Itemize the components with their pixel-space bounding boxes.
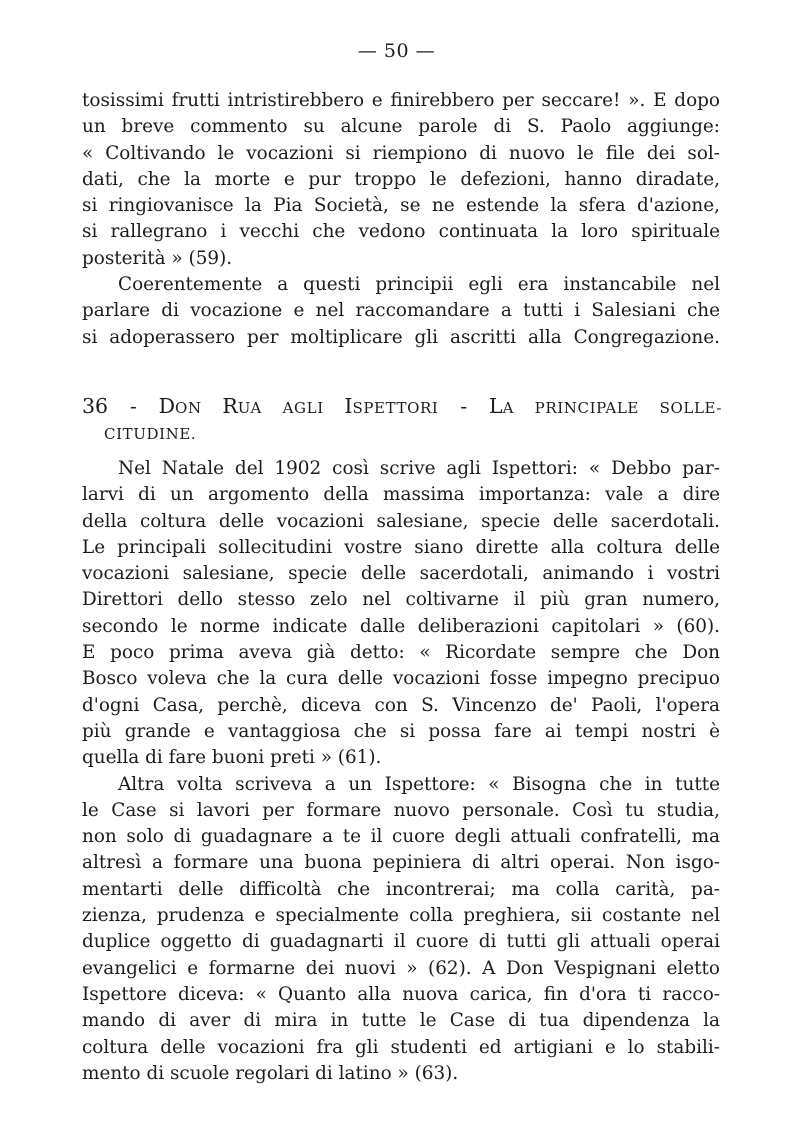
text-line: E poco prima aveva già detto: « Ricordate sempre che Don: [82, 642, 720, 664]
text-line: secondo le norme indicate dalle deliberazioni capitolari » (60).: [82, 615, 720, 637]
heading-text: L: [488, 394, 503, 418]
section-heading: [82, 392, 722, 448]
text-line: Nel Natale del 1902 così scrive agli Ispettori: « Debbo par-: [118, 458, 720, 479]
text-line: posterità » (59).: [82, 247, 233, 269]
text-line: mando di aver di mira in tutte le Case di tua dipendenza la: [82, 1010, 720, 1032]
text-line: Bosco voleva che la cura delle vocazioni fosse impegno precipuo: [82, 668, 720, 690]
text-line: Le principali sollecitudini vostre siano dirette alla coltura delle: [82, 536, 720, 558]
text-line: Direttori dello stesso zelo nel coltivarne il più gran numero,: [82, 589, 720, 611]
text-line: si adoperassero per moltiplicare gli ascritti alla Congregazione.: [82, 326, 720, 348]
heading-text: D: [158, 394, 176, 418]
text-line: mentarti delle difficoltà che incontrerai; ma colla carità, pa-: [82, 878, 720, 900]
text-line: vocazioni salesiane, specie delle sacerdotali, animando i vostri: [82, 563, 720, 585]
text-line: un breve commento su alcune parole di S. Paolo aggiunge:: [82, 116, 720, 138]
text-line: parlare di vocazione e nel raccomandare a tutti i Salesiani che: [82, 300, 720, 322]
text-line: duplice oggetto di guadagnarti il cuore di tutti gli attuali operai: [82, 931, 720, 953]
paragraph-block-2: [82, 456, 720, 1087]
text-line: quella di fare buoni preti » (61).: [82, 747, 382, 769]
paragraph-block-1: [82, 88, 720, 351]
heading-text: I: [344, 394, 353, 418]
text-line: più grande e vantaggiosa che si possa fare ai tempi nostri è: [82, 720, 720, 742]
heading-text: A PRINCIPALE SOLLE-: [502, 399, 722, 417]
text-line: zienza, prudenza e specialmente colla preghiera, sii costante nel: [82, 905, 720, 927]
text-line: si ringiovanisce la Pia Società, se ne estende la sfera d'azione,: [82, 195, 720, 217]
page-number: — 50 —: [357, 40, 436, 62]
text-line: altresì a formare una buona pepiniera di altri operai. Non isgo-: [82, 852, 720, 874]
text-line: tosissimi frutti intristirebbero e finirebbero per seccare! ». E dopo: [82, 90, 720, 111]
text-line: coltura delle vocazioni fra gli studenti ed artigiani e lo stabili-: [82, 1036, 720, 1058]
section-heading-line-2: CITUDINE.: [104, 425, 197, 443]
heading-text: -: [438, 394, 489, 418]
text-line: si rallegrano i vecchi che vedono continuata la loro spirituale: [82, 221, 720, 243]
text-line: mento di scuole regolari di latino » (63).: [82, 1062, 459, 1084]
text-line: le Case si lavori per formare nuovo personale. Così tu studia,: [82, 799, 720, 821]
text-line: Altra volta scriveva a un Ispettore: « Bisogna che in tutte: [118, 773, 720, 795]
section-heading-line-1: [82, 392, 722, 420]
text-line: non solo di guadagnare a te il cuore degli attuali confratelli, ma: [82, 826, 720, 848]
text-line: Ispettore diceva: « Quanto alla nuova carica, fin d'ora ti racco-: [82, 983, 720, 1005]
text-line: « Coltivando le vocazioni si riempiono di nuovo le file dei sol-: [82, 142, 720, 164]
heading-text: SPETTORI: [352, 399, 439, 417]
heading-text: UA AGLI: [237, 399, 345, 417]
text-line: della coltura delle vocazioni salesiane, specie delle sacerdotali.: [82, 510, 720, 532]
section-number: 36 -: [82, 394, 159, 418]
heading-text: R: [222, 394, 238, 418]
text-line: d'ogni Casa, perchè, diceva con S. Vincenzo de' Paoli, l'opera: [82, 694, 720, 716]
text-line: larvi di un argomento della massima importanza: vale a dire: [82, 484, 720, 506]
text-line: Coerentemente a questi principii egli era instancabile nel: [118, 274, 720, 296]
text-line: evangelici e formarne dei nuovi » (62). A Don Vespignani eletto: [82, 957, 720, 979]
heading-text: ON: [175, 399, 223, 417]
text-line: dati, che la morte e pur troppo le defezioni, hanno diradate,: [82, 168, 720, 190]
